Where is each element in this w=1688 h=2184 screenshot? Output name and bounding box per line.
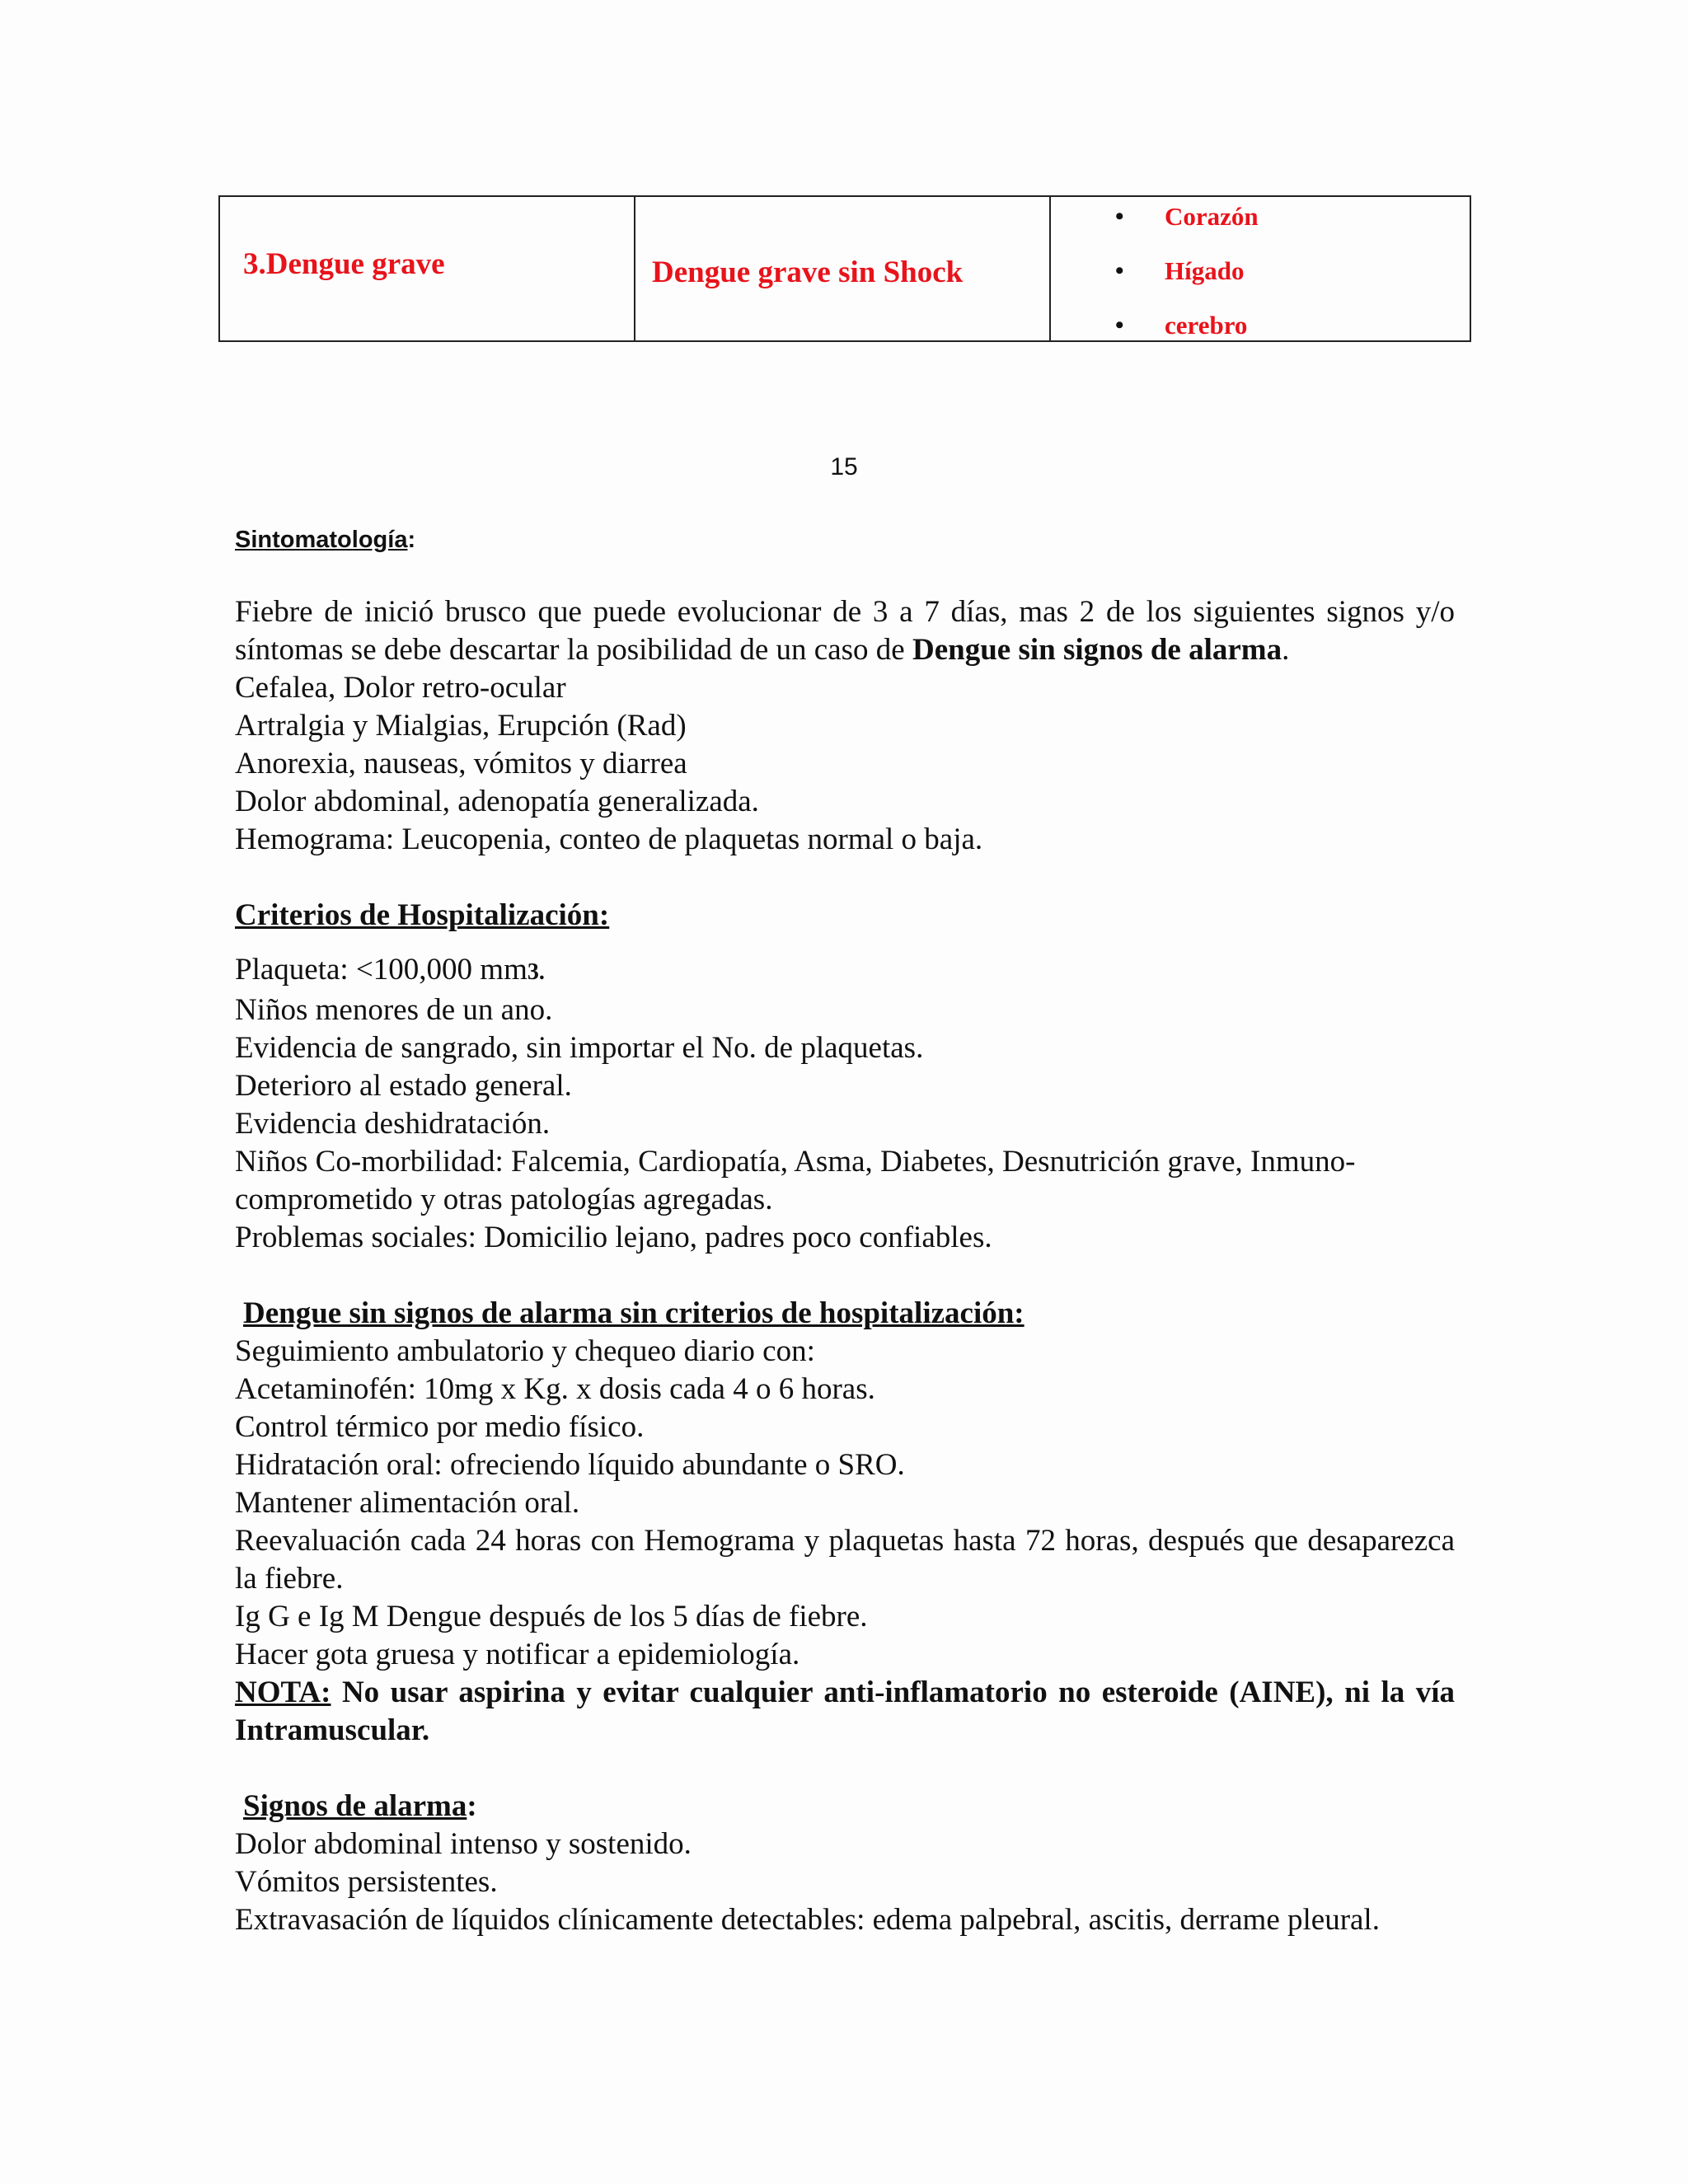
plaqueta-text: Plaqueta: <100,000 mm — [235, 953, 528, 987]
care-line: Hacer gota gruesa y notificar a epidemiología. — [235, 1638, 800, 1671]
document-body — [235, 519, 1455, 1939]
spacer — [235, 1750, 1455, 1788]
alarm-sign-line: Extravasación de líquidos clínicamente detectables: edema palpebral, ascitis, derrame pleural. — [235, 1903, 1380, 1937]
table-cell-category — [220, 197, 635, 340]
criteria-line: Evidencia deshidratación. — [235, 1107, 551, 1141]
criteria-line: Deterioro al estado general. — [235, 1069, 572, 1103]
table-cell-subcategory — [635, 197, 1051, 340]
alarm-sign-line: Dolor abdominal intenso y sostenido. — [235, 1827, 692, 1861]
organ-item: • cerebro — [1115, 309, 1259, 363]
care-line: Control térmico por medio físico. — [235, 1410, 645, 1444]
plaqueta-unit: 3. — [527, 959, 545, 985]
alarm-sign-line: Vómitos persistentes. — [235, 1865, 498, 1899]
sin-criterios-heading: Dengue sin signos de alarma sin criterios de hospitalización: — [243, 1296, 1025, 1330]
symptom-line: Hemograma: Leucopenia, conteo de plaquetas normal o baja. — [235, 823, 983, 856]
organ-item: • Corazón — [1115, 200, 1259, 255]
organ-item: • Hígado — [1115, 255, 1259, 309]
nota-label: NOTA: — [235, 1675, 331, 1709]
spacer — [235, 935, 1455, 951]
alarma-title: Signos de alarma — [243, 1789, 467, 1823]
symptom-line: Cefalea, Dolor retro-ocular — [235, 671, 566, 705]
sintomatologia-heading — [235, 519, 1455, 560]
organ-list — [1115, 200, 1259, 363]
category-label: 3.Dengue grave — [243, 247, 445, 281]
spacer — [235, 859, 1455, 897]
intro-bold-text: Dengue sin signos de alarma — [912, 633, 1282, 667]
intro-text: Fiebre de inició brusco que puede evolucionar de 3 a 7 días, mas 2 de los siguientes signos y/o síntomas se debe descartar la posibilidad de un caso de — [235, 595, 1455, 667]
subcategory-label: Dengue grave sin Shock — [652, 255, 964, 289]
care-line: Ig G e Ig M Dengue después de los 5 días de fiebre. — [235, 1600, 868, 1633]
care-line: Seguimiento ambulatorio y chequeo diario con: — [235, 1334, 815, 1368]
nota-text: No usar aspirina y evitar cualquier anti-inflamatorio no esteroide (AINE), ni la vía Intramuscular. — [235, 1675, 1455, 1747]
heading-colon: : — [467, 1789, 477, 1823]
sintomatologia-title: Sintomatología — [235, 527, 408, 553]
intro-end: . — [1282, 633, 1290, 667]
symptom-line: Dolor abdominal, adenopatía generalizada. — [235, 785, 759, 818]
classification-table — [218, 195, 1471, 342]
criteria-line: Evidencia de sangrado, sin importar el No. de plaquetas. — [235, 1031, 924, 1065]
symptom-line: Anorexia, nauseas, vómitos y diarrea — [235, 747, 687, 780]
care-line: Reevaluación cada 24 horas con Hemograma y plaquetas hasta 72 horas, después que desaparezca la fiebre. — [235, 1524, 1455, 1596]
nota-paragraph — [235, 1674, 1455, 1750]
criteria-line: Niños menores de un ano. — [235, 993, 553, 1027]
heading-colon: : — [407, 527, 416, 553]
criteria-line — [235, 951, 1455, 991]
spacer — [235, 1257, 1455, 1295]
table-cell-organs — [1051, 197, 1470, 340]
care-line: Acetaminofén: 10mg x Kg. x dosis cada 4 o 6 horas. — [235, 1372, 875, 1406]
symptom-line: Artralgia y Mialgias, Erupción (Rad) — [235, 709, 687, 743]
page-number: 15 — [830, 453, 858, 480]
care-line: Hidratación oral: ofreciendo líquido abundante o SRO. — [235, 1448, 905, 1482]
criteria-line: Niños Co-morbilidad: Falcemia, Cardiopatía, Asma, Diabetes, Desnutrición grave, Inmuno-comprometido y otras patologías agregadas. — [235, 1145, 1356, 1216]
sintomatologia-intro — [235, 593, 1455, 669]
care-line: Mantener alimentación oral. — [235, 1486, 580, 1520]
alarma-heading — [235, 1788, 1455, 1825]
hospitalizacion-heading: Criterios de Hospitalización: — [235, 898, 610, 932]
criteria-line: Problemas sociales: Domicilio lejano, padres poco confiables. — [235, 1221, 992, 1254]
